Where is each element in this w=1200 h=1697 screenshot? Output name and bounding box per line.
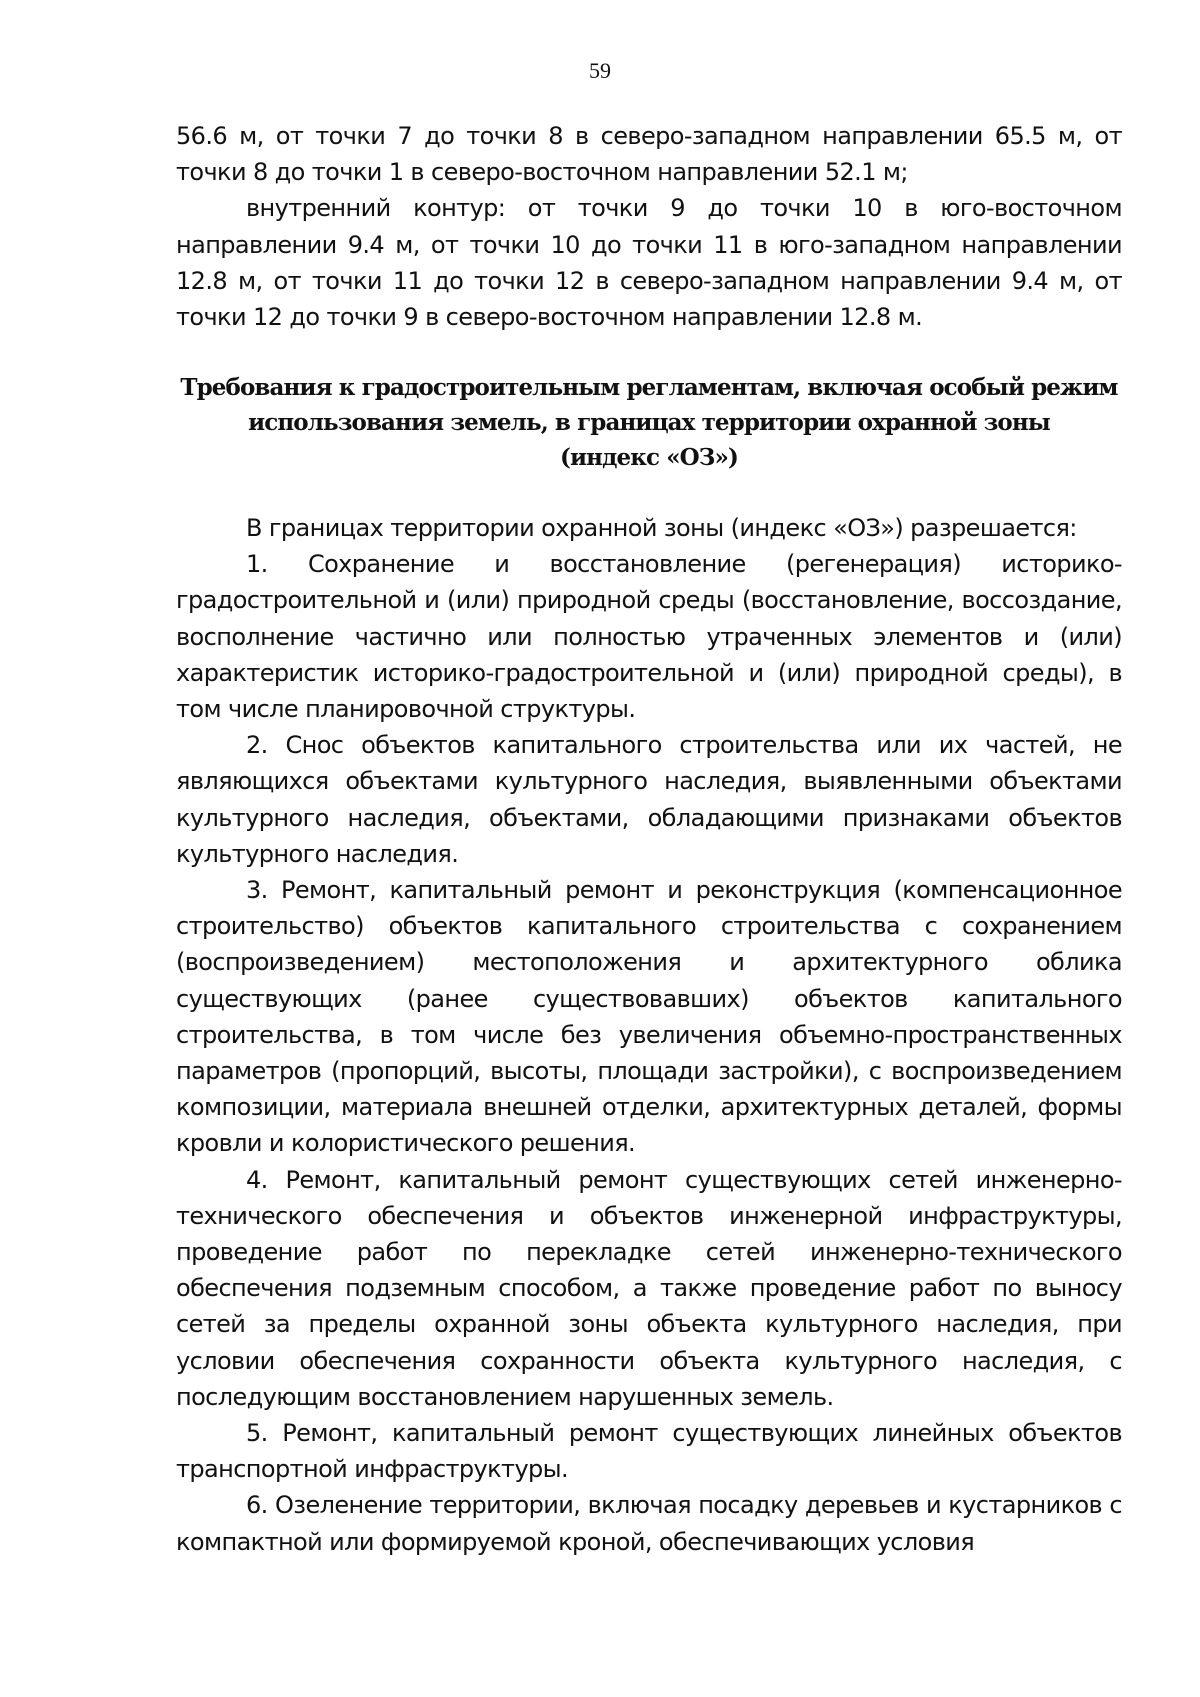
section-heading-line-3: (индекс «ОЗ») xyxy=(560,444,738,471)
list-item: 1. Сохранение и восстановление (регенерация) историко-градостроительной и (или) природной среды (восстановление, воссоздание, восполнение частично или полностью утраченных элементов и (или) характеристик историко-градостроительной и (или) природной среды), в том числе планировочной структуры. xyxy=(176,550,1122,724)
section-lead: В границах территории охранной зоны (индекс «ОЗ») разрешается: xyxy=(246,514,1077,542)
list-item: 6. Озеленение территории, включая посадку деревьев и кустарников с компактной или формируемой кроной, обеспечивающих условия xyxy=(176,1491,1122,1556)
section-body xyxy=(176,510,1122,1560)
list-item: 3. Ремонт, капитальный ремонт и реконструкция (компенсационное строительство) объектов капитального строительства с сохранением (воспроизведением) местоположения и архитектурного облика существующих (ранее существовавших) объектов капитального строительства, в том числе без увеличения объемно-пространственных параметров (пропорций, высоты, площади застройки), с воспроизведением композиции, материала внешней отделки, архитектурных деталей, формы кровли и колористического решения. xyxy=(176,876,1122,1158)
list-item: 4. Ремонт, капитальный ремонт существующих сетей инженерно-технического обеспечения и объектов инженерной инфраструктуры, проведение работ по перекладке сетей инженерно-технического обеспечения подземным способом, а также проведение работ по выносу сетей за пределы охранной зоны объекта культурного наследия, при условии обеспечения сохранности объекта культурного наследия, с последующим восстановлением нарушенных земель. xyxy=(176,1165,1122,1411)
list-item: 5. Ремонт, капитальный ремонт существующих линейных объектов транспортной инфраструктуры. xyxy=(176,1419,1122,1484)
intro-paragraph-2: внутренний контур: от точки 9 до точки 10 в юго-восточном направлении 9.4 м, от точки 10 до точки 11 в юго-западном направлении 12.8 м, от точки 11 до точки 12 в северо-западном направлении 9.4 м, от точки 12 до точки 9 в северо-восточном направлении 12.8 м. xyxy=(176,194,1122,332)
page-number: 59 xyxy=(589,58,611,83)
section-heading xyxy=(176,370,1122,475)
list-item: 2. Снос объектов капитального строительства или их частей, не являющихся объектами культурного наследия, выявленными объектами культурного наследия, объектами, обладающими признаками объектов культурного наследия. xyxy=(176,731,1122,868)
section-heading-line-1: Требования к градостроительным регламентам, включая особый режим xyxy=(180,374,1118,401)
section-heading-line-2: использования земель, в границах территории охранной зоны xyxy=(248,409,1050,436)
intro-text xyxy=(176,118,1122,335)
intro-paragraph-1: 56.6 м, от точки 7 до точки 8 в северо-западном направлении 65.5 м, от точки 8 до точки 1 в северо-восточном направлении 52.1 м; xyxy=(176,122,1122,187)
